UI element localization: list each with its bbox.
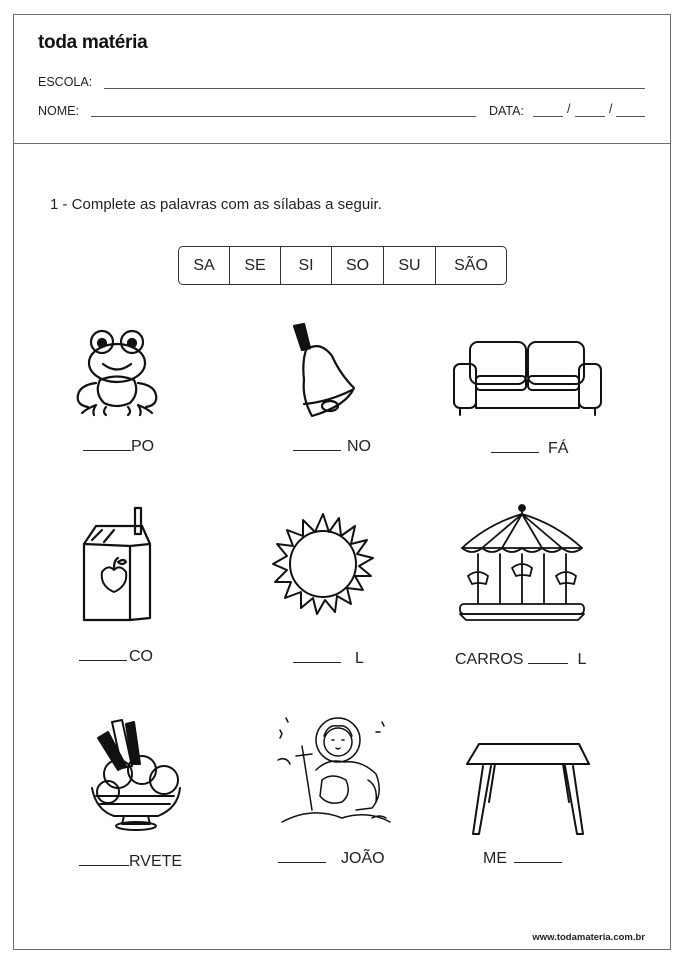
- answer-blank[interactable]: [293, 662, 341, 664]
- word-item: CO: [79, 648, 153, 666]
- school-field[interactable]: [104, 88, 645, 89]
- carousel-picture: [458, 504, 586, 622]
- word-item: L: [293, 650, 364, 668]
- date-day-field[interactable]: [533, 116, 563, 117]
- header-divider: [13, 143, 671, 144]
- answer-blank[interactable]: [79, 660, 127, 662]
- sun-picture: [271, 512, 375, 616]
- date-month-field[interactable]: [575, 116, 605, 117]
- syllable: SO: [332, 247, 384, 284]
- answer-blank[interactable]: [293, 450, 341, 452]
- ice-cream-bowl-picture: [88, 718, 184, 832]
- frog-picture: [70, 325, 164, 417]
- brand-logo: toda matéria: [38, 32, 148, 53]
- word-item: PO: [83, 438, 154, 456]
- syllable: SI: [281, 247, 332, 284]
- word-item: CARROS L: [455, 651, 587, 668]
- answer-blank[interactable]: [79, 865, 129, 867]
- table-picture: [465, 742, 592, 838]
- date-separator: /: [609, 102, 613, 116]
- syllable: SE: [230, 247, 281, 284]
- name-label: NOME:: [38, 104, 79, 118]
- saint-john-picture: [272, 710, 396, 834]
- syllable: SA: [179, 247, 230, 284]
- sofa-picture: [452, 338, 603, 416]
- school-label: ESCOLA:: [38, 75, 93, 89]
- bell-picture: [288, 322, 362, 420]
- word-item: JOÃO: [278, 850, 385, 868]
- answer-blank[interactable]: [528, 663, 568, 665]
- juice-box-picture: [80, 506, 154, 622]
- syllable-box: [178, 246, 507, 285]
- answer-blank[interactable]: [83, 450, 131, 452]
- footer-url: www.todamateria.com.br: [532, 932, 645, 943]
- word-item: ME: [483, 850, 562, 868]
- answer-blank[interactable]: [491, 452, 539, 454]
- date-year-field[interactable]: [616, 116, 645, 117]
- name-field[interactable]: [91, 116, 476, 117]
- word-item: FÁ: [491, 440, 568, 458]
- syllable: SÃO: [454, 256, 488, 274]
- date-label: DATA:: [489, 104, 524, 118]
- date-separator: /: [567, 102, 571, 116]
- question-text: 1 - Complete as palavras com as sílabas a seguir.: [50, 196, 382, 213]
- answer-blank[interactable]: [514, 862, 562, 864]
- word-item: RVETE: [79, 853, 182, 871]
- syllable: SU: [384, 247, 436, 284]
- word-item: NO: [293, 438, 371, 456]
- answer-blank[interactable]: [278, 862, 326, 864]
